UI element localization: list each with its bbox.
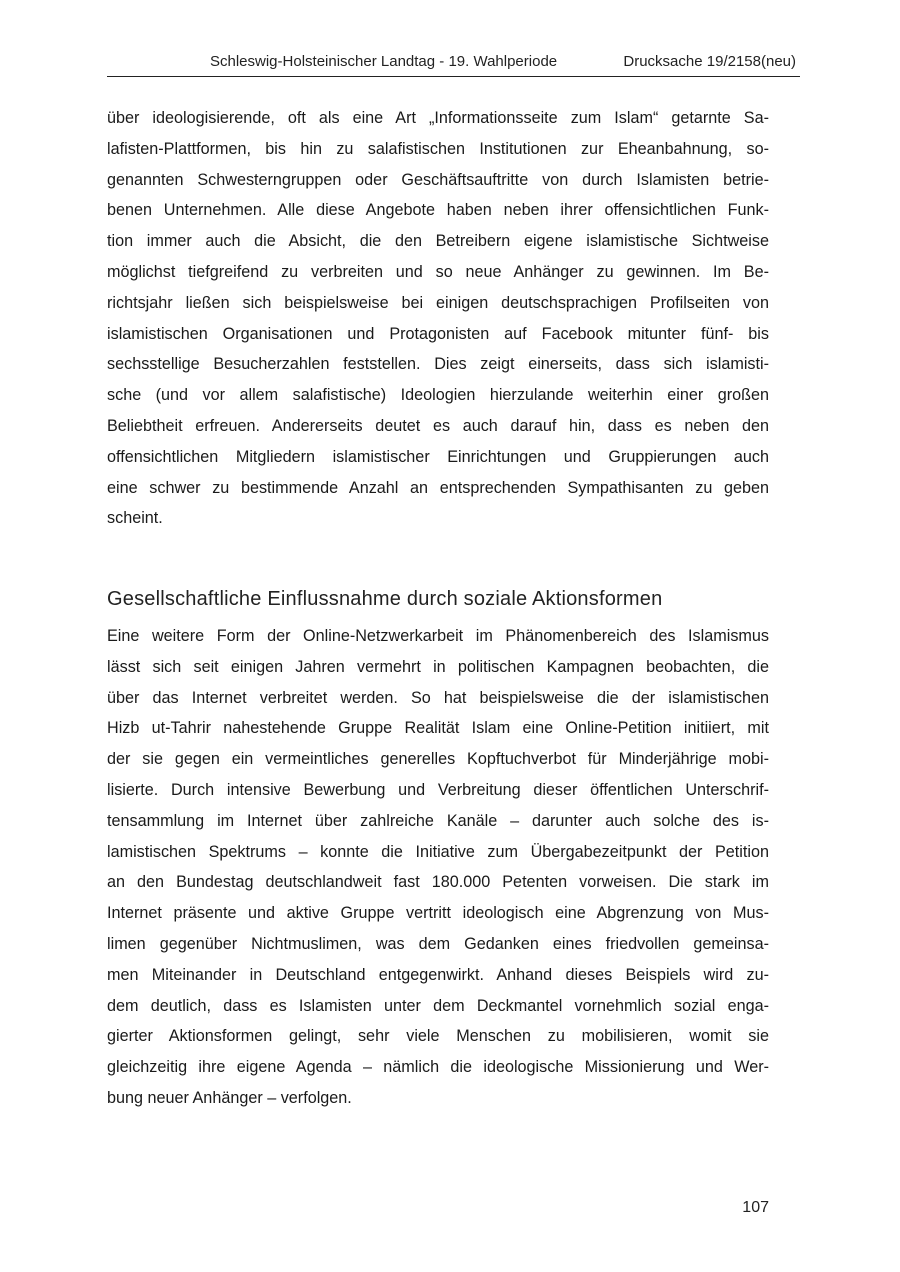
page-number: 107 (742, 1199, 769, 1216)
text-line: islamistischen Organisationen und Protagonisten auf Facebook mitunter fünf- bis (107, 324, 769, 343)
text-line: über das Internet verbreitet werden. So hat beispielsweise die der islamistischen (107, 688, 769, 707)
text-line: Internet präsente und aktive Gruppe vertritt ideologisch eine Abgrenzung von Mus- (107, 904, 769, 923)
text-line: lässt sich seit einigen Jahren vermehrt in politischen Kampagnen beobachten, die (107, 657, 769, 676)
text-line: lamistischen Spektrums – konnte die Initiative zum Übergabezeitpunkt der Petition (107, 842, 769, 861)
text-line: tensammlung im Internet über zahlreiche Kanäle – darunter auch solche des is- (107, 811, 769, 830)
text-line: tion immer auch die Absicht, die den Betreibern eigene islamistische Sichtweise (107, 232, 769, 251)
text-line: lisierte. Durch intensive Bewerbung und Verbreitung dieser öffentlichen Unterschrif- (107, 780, 769, 799)
text-line: Eine weitere Form der Online-Netzwerkarbeit im Phänomenbereich des Islamismus (107, 627, 769, 645)
paragraph-2 (107, 621, 769, 1114)
text-line: richtsjahr ließen sich beispielsweise bei einigen deutschsprachigen Profilseiten von (107, 293, 769, 312)
text-line: Beliebtheit erfreuen. Andererseits deutet es auch darauf hin, dass es neben den (107, 416, 769, 435)
text-line: über ideologisierende, oft als eine Art „Informationsseite zum Islam“ getarnte Sa- (107, 109, 769, 127)
text-line: dem deutlich, dass es Islamisten unter dem Deckmantel vornehmlich sozial enga- (107, 996, 769, 1015)
header-doc-number: Drucksache 19/2158(neu) (623, 53, 796, 70)
text-line: an den Bundestag deutschlandweit fast 180.000 Petenten vorweisen. Die stark im (107, 873, 769, 892)
text-line: Hizb ut-Tahrir nahestehende Gruppe Realität Islam eine Online-Petition initiiert, mit (107, 719, 769, 738)
text-line: der sie gegen ein vermeintliches generelles Kopftuchverbot für Minderjährige mobi- (107, 750, 769, 769)
text-line: offensichtlichen Mitgliedern islamistischer Einrichtungen und Gruppierungen auch (107, 447, 769, 466)
page-header (107, 48, 800, 77)
text-line: gierter Aktionsformen gelingt, sehr viele Menschen zu mobilisieren, womit sie (107, 1027, 769, 1046)
section-heading: Gesellschaftliche Einflussnahme durch soziale Aktionsformen (107, 588, 663, 610)
text-line: scheint. (107, 509, 163, 528)
text-line: eine schwer zu bestimmende Anzahl an entsprechenden Sympathisanten zu geben (107, 478, 769, 497)
text-line: sche (und vor allem salafistische) Ideologien hierzulande weiterhin einer großen (107, 386, 769, 405)
text-line: bung neuer Anhänger – verfolgen. (107, 1088, 352, 1107)
text-line: benen Unternehmen. Alle diese Angebote haben neben ihrer offensichtlichen Funk- (107, 201, 769, 220)
text-line: men Miteinander in Deutschland entgegenwirkt. Anhand dieses Beispiels wird zu- (107, 965, 769, 984)
text-line: genannten Schwesterngruppen oder Geschäftsauftritte von durch Islamisten betrie- (107, 170, 769, 189)
header-title: Schleswig-Holsteinischer Landtag - 19. Wahlperiode (210, 53, 558, 70)
text-line: sechsstellige Besucherzahlen feststellen. Dies zeigt einerseits, dass sich islamisti- (107, 355, 769, 374)
text-line: gleichzeitig ihre eigene Agenda – nämlich die ideologische Missionierung und Wer- (107, 1058, 769, 1077)
text-line: lafisten-Plattformen, bis hin zu salafistischen Institutionen zur Eheanbahnung, so- (107, 139, 769, 158)
text-line: möglichst tiefgreifend zu verbreiten und so neue Anhänger zu gewinnen. Im Be- (107, 262, 769, 281)
text-line: limen gegenüber Nichtmuslimen, was dem Gedanken eines friedvollen gemeinsa- (107, 934, 769, 953)
paragraph-1 (107, 103, 769, 534)
